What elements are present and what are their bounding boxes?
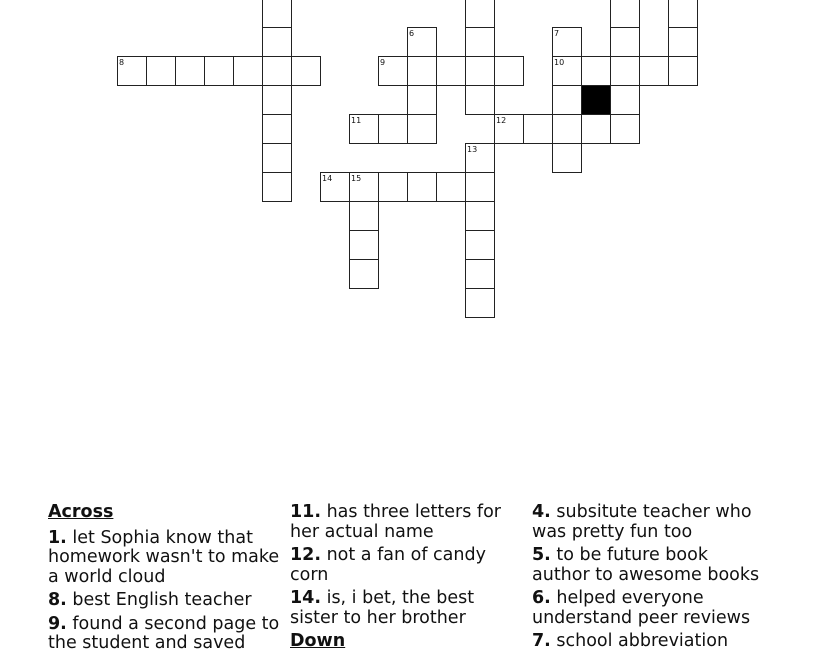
crossword-cell[interactable] — [552, 114, 582, 144]
crossword-cell[interactable] — [610, 27, 640, 57]
crossword-cell[interactable] — [465, 56, 495, 86]
down-heading: Down — [290, 631, 346, 651]
crossword-cell[interactable] — [349, 201, 379, 231]
crossword-cell[interactable] — [523, 114, 553, 144]
clue-number: 9. — [48, 613, 67, 634]
crossword-cell[interactable] — [610, 114, 640, 144]
clue-number: 1. — [48, 527, 67, 548]
crossword-cell[interactable] — [465, 85, 495, 115]
crossword-cell[interactable] — [349, 259, 379, 289]
crossword-black-cell — [581, 85, 611, 115]
crossword-cell[interactable] — [349, 230, 379, 260]
crossword-cell[interactable] — [291, 56, 321, 86]
crossword-cell[interactable] — [262, 56, 292, 86]
crossword-cell[interactable] — [378, 114, 408, 144]
clue-number: 11. — [290, 502, 322, 522]
crossword-cell[interactable] — [639, 56, 669, 86]
crossword-cell[interactable] — [668, 56, 698, 86]
clue-number: 8. — [48, 590, 67, 610]
cell-number: 11 — [351, 116, 362, 125]
clue-text: let Sophia know that homework wasn't to make a world cloud — [48, 527, 280, 587]
clue-number: 4. — [532, 502, 551, 522]
cell-number: 6 — [409, 29, 415, 38]
crossword-cell[interactable] — [233, 56, 263, 86]
crossword-cell[interactable] — [465, 230, 495, 260]
cell-number: 13 — [467, 145, 478, 154]
clue-number: 5. — [532, 545, 551, 565]
clue-across-8 — [48, 591, 284, 611]
crossword-cell[interactable] — [262, 114, 292, 144]
cell-number: 9 — [380, 58, 386, 67]
crossword-cell[interactable] — [552, 85, 582, 115]
crossword-cell[interactable] — [407, 172, 437, 202]
cell-number: 14 — [322, 174, 333, 183]
cell-number: 12 — [496, 116, 507, 125]
crossword-cell[interactable] — [175, 56, 205, 86]
crossword-cell[interactable] — [407, 114, 437, 144]
clue-text: school abbreviation — [550, 631, 729, 651]
crossword-cell[interactable] — [581, 56, 611, 86]
clue-across-12 — [290, 546, 526, 585]
clue-down-5 — [532, 546, 768, 585]
crossword-cell[interactable] — [465, 201, 495, 231]
clue-down-6 — [532, 589, 768, 628]
crossword-cell[interactable] — [465, 27, 495, 57]
clues-column-2 — [290, 503, 526, 658]
clue-text: found a second page to the student and saved — [48, 613, 280, 653]
clue-text: subsitute teacher who was pretty fun too — [532, 502, 752, 542]
crossword-cell[interactable] — [436, 172, 466, 202]
crossword-cell[interactable] — [465, 172, 495, 202]
clue-across-14 — [290, 589, 526, 628]
crossword-cell[interactable] — [610, 85, 640, 115]
crossword-cell[interactable] — [262, 27, 292, 57]
crossword-cell[interactable] — [204, 56, 234, 86]
crossword-cell[interactable] — [465, 0, 495, 28]
crossword-cell[interactable] — [668, 0, 698, 28]
cell-number: 8 — [119, 58, 125, 67]
clues-column-3 — [532, 503, 768, 656]
crossword-cell[interactable] — [465, 259, 495, 289]
crossword-cell[interactable] — [552, 143, 582, 173]
crossword-cell[interactable] — [436, 56, 466, 86]
cell-number: 10 — [554, 58, 565, 67]
clue-across-11 — [290, 503, 526, 542]
clue-across-1 — [48, 529, 284, 588]
crossword-cell[interactable] — [262, 172, 292, 202]
crossword-cell[interactable] — [378, 172, 408, 202]
cell-number: 7 — [554, 29, 560, 38]
clue-text: not a fan of candy corn — [290, 545, 486, 585]
clue-text: has three letters for her actual name — [290, 502, 501, 542]
crossword-cell[interactable] — [407, 85, 437, 115]
across-heading: Across — [48, 502, 114, 522]
crossword-cell[interactable] — [465, 288, 495, 318]
clue-down-4 — [532, 503, 768, 542]
crossword-cell[interactable] — [668, 27, 698, 57]
crossword-cell[interactable] — [494, 56, 524, 86]
clue-down-7 — [532, 632, 768, 652]
crossword-cell[interactable] — [146, 56, 176, 86]
clue-text: helped everyone understand peer reviews — [532, 588, 751, 628]
crossword-cell[interactable] — [610, 0, 640, 28]
crossword-cell[interactable] — [581, 114, 611, 144]
clue-text: to be future book author to awesome books — [532, 545, 760, 585]
crossword-cell[interactable] — [262, 0, 292, 28]
crossword-cell[interactable] — [262, 85, 292, 115]
clue-text: best English teacher — [66, 590, 252, 610]
clue-number: 14. — [290, 588, 322, 608]
crossword-cell[interactable] — [407, 56, 437, 86]
clue-number: 12. — [290, 545, 322, 565]
clue-across-9 — [48, 615, 284, 654]
crossword-cell[interactable] — [262, 143, 292, 173]
cell-number: 15 — [351, 174, 362, 183]
crossword-cell[interactable] — [610, 56, 640, 86]
clue-text: is, i bet, the best sister to her brother — [290, 588, 475, 628]
clue-number: 7. — [532, 631, 551, 651]
clue-number: 6. — [532, 588, 551, 608]
clues-column-1 — [48, 503, 284, 658]
